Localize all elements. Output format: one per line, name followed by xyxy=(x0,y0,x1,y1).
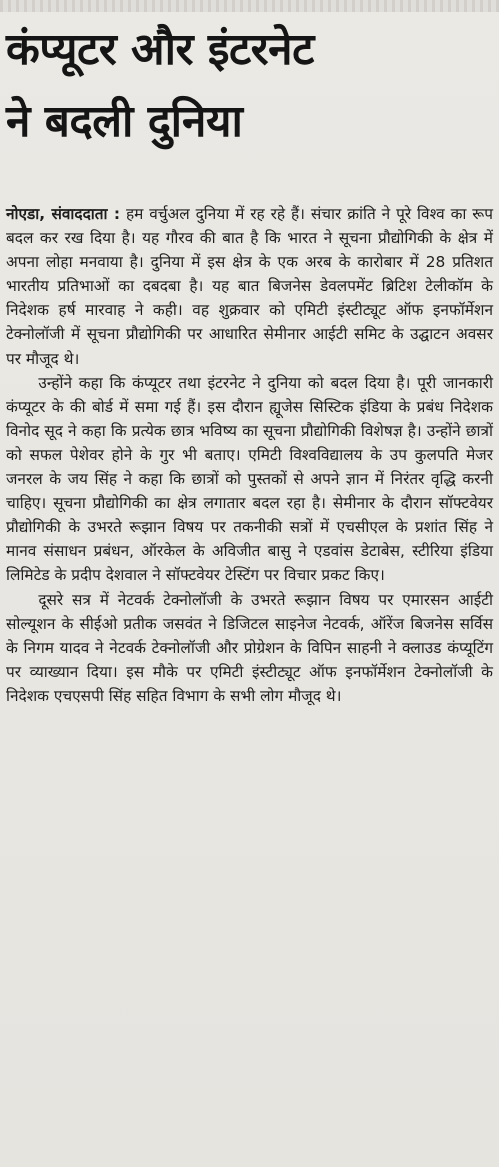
paragraph-1 xyxy=(6,202,493,371)
article-body xyxy=(6,202,493,708)
paragraph-3: दूसरे सत्र में नेटवर्क टेक्नोलॉजी के उभरते रूझान विषय पर एमारसन आईटी सोल्यूशन के सीईओ प्रतीक जसवंत ने डिजिटल साइनेज नेटवर्क, ऑरेंज बिजनेस सर्विस के निगम यादव ने नेटवर्क टेक्नोलॉजी और प्रोग्रेशन के विपिन साहनी ने क्लाउड कंप्यूटिंग पर व्याख्यान दिया। इस मौके पर एमिटी इंस्टीट्यूट ऑफ इनफॉर्मेशन टेक्नोलॉजी के निदेशक एचएसपी सिंह सहित विभाग के सभी लोग मौजूद थे। xyxy=(6,590,493,705)
article-headline xyxy=(6,14,494,158)
clipping-top-edge xyxy=(0,0,499,12)
headline-line-2: ने बदली दुनिया xyxy=(6,96,243,147)
paragraph-2: उन्होंने कहा कि कंप्यूटर तथा इंटरनेट ने दुनिया को बदल दिया है। पूरी जानकारी कंप्यूटर के की बोर्ड में समा गई हैं। इस दौरान ह्यूजेस सिस्टिक इंडिया के प्रबंध निदेशक विनोद सूद ने कहा कि प्रत्येक छात्र भविष्य का सूचना प्रौद्योगिकी विशेषज्ञ है। उन्होंने छात्रों को सफल पेशेवर होने के गुर भी बताए। एमिटी विश्वविद्यालय के उप कुलपति मेजर जनरल के जय सिंह ने कहा कि छात्रों को पुस्तकों से अपने ज्ञान में निरंतर वृद्धि करनी चाहिए। सूचना प्रौद्योगिकी का क्षेत्र लगातार बदल रहा है। सेमीनार के दौरान सॉफ्टवेयर प्रौद्योगिकी के उभरते रूझान विषय पर तकनीकी सत्रों में एचसीएल के प्रशांत सिंह ने मानव संसाधन प्रबंधन, ऑरकेल के अविजीत बासु ने एडवांस डेटाबेस, स्टीरिया इंडिया लिमिटेड के प्रदीप देशवाल ने सॉफ्टवेयर टेस्टिंग पर विचार प्रकट किए। xyxy=(6,373,493,585)
paragraph-1-text: हम वर्चुअल दुनिया में रह रहे हैं। संचार क्रांति ने पूरे विश्व का रूप बदल कर रख दिया है। यह गौरव की बात है कि भारत ने सूचना प्रौद्योगिकी के क्षेत्र में अपना लोहा मनवाया है। दुनिया में इस क्षेत्र के एक अरब के कारोबार में 28 प्रतिशत भारतीय प्रतिभाओं का दबदबा है। यह बात बिजनेस डेवलपमेंट ब्रिटिश टेलीकॉम के निदेशक हर्ष मारवाह ने कही। वह शुक्रवार को एमिटी इंस्टीट्यूट ऑफ इनफॉर्मेशन टेक्नोलॉजी में सूचना प्रौद्योगिकी पर आधारित सेमीनार आईटी समिट के उद्घाटन अवसर पर मौजूद थे। xyxy=(6,205,493,368)
dateline: नोएडा, संवाददाता : xyxy=(6,205,121,223)
headline-line-1: कंप्यूटर और इंटरनेट xyxy=(6,24,314,75)
